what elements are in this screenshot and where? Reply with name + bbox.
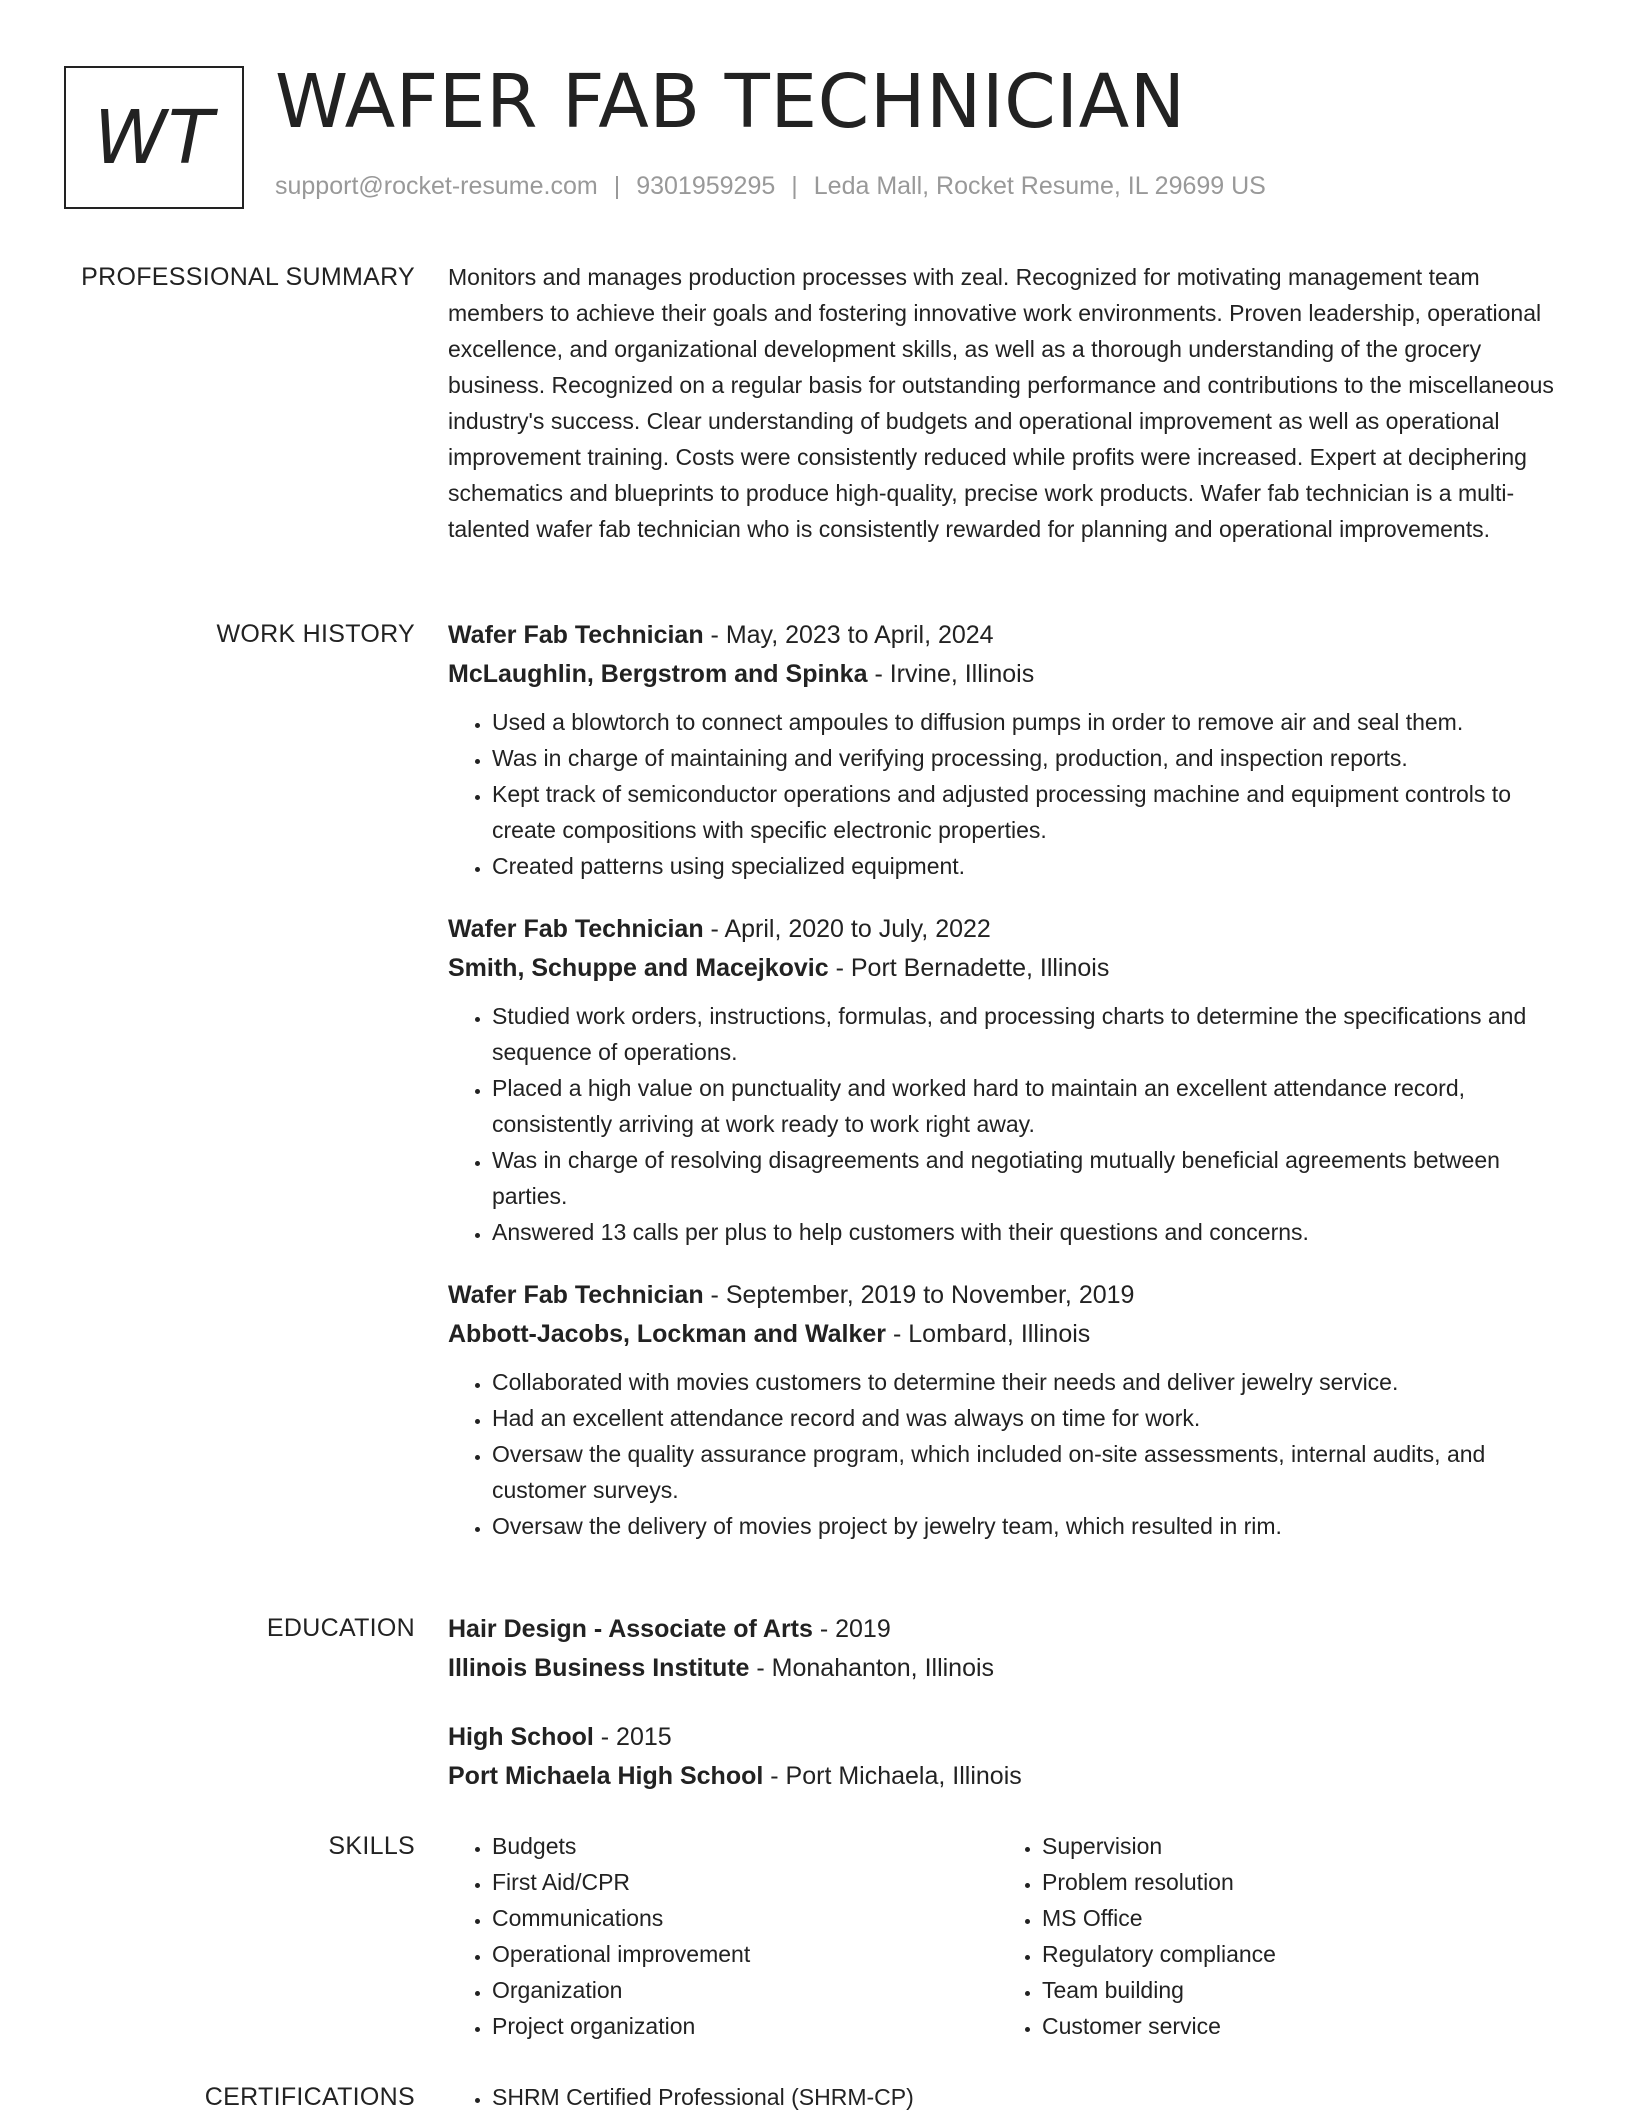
degree-line (448, 1718, 1568, 1757)
school-line (448, 1649, 1568, 1688)
skill-item: • Customer service (1042, 2008, 1548, 2044)
skills-list-left (448, 1828, 998, 2044)
job-location: - Irvine, Illinois (867, 660, 1035, 688)
skill-item: • MS Office (1042, 1900, 1548, 1936)
job-bullet: • Was in charge of maintaining and verifying processing, production, and inspection reports. (492, 740, 1568, 776)
contact-phone[interactable]: 9301959295 (636, 172, 776, 200)
job-bullet: • Answered 13 calls per plus to help customers with their questions and concerns. (492, 1214, 1568, 1250)
skill-item: • First Aid/CPR (492, 1864, 998, 1900)
job-bullet: • Oversaw the quality assurance program, which included on-site assessments, internal audits, and customer surveys. (492, 1436, 1568, 1508)
skill-item: • Communications (492, 1900, 998, 1936)
job-entry (448, 1276, 1568, 1544)
certification-item: • SHRM Certified Professional (SHRM-CP) (492, 2079, 1568, 2115)
job-location: - Lombard, Illinois (886, 1320, 1091, 1348)
section-heading-education: EDUCATION (266, 1614, 415, 1642)
contact-separator: | (613, 172, 621, 200)
skill-item: • Team building (1042, 1972, 1548, 2008)
contact-address: Leda Mall, Rocket Resume, IL 29699 US (813, 172, 1266, 200)
section-heading-skills: SKILLS (328, 1832, 415, 1860)
job-title-line (448, 1276, 1568, 1315)
degree-year: - 2019 (812, 1615, 891, 1643)
resume-name: WAFER FAB TECHNICIAN (275, 59, 1186, 145)
job-dates: - April, 2020 to July, 2022 (703, 915, 991, 943)
job-bullet: • Was in charge of resolving disagreements and negotiating mutually beneficial agreements between parties. (492, 1142, 1568, 1214)
skills-list-right (998, 1828, 1548, 2044)
job-company: McLaughlin, Bergstrom and Spinka (448, 660, 868, 688)
degree-line (448, 1610, 1568, 1649)
skill-item: • Regulatory compliance (1042, 1936, 1548, 1972)
job-company: Abbott-Jacobs, Lockman and Walker (448, 1320, 887, 1348)
contact-email[interactable]: support@rocket-resume.com (275, 172, 598, 200)
education-entry (448, 1718, 1568, 1796)
section-heading-certifications: CERTIFICATIONS (204, 2083, 415, 2111)
job-bullets (448, 704, 1568, 884)
job-dates: - September, 2019 to November, 2019 (703, 1281, 1135, 1309)
job-title: Wafer Fab Technician (448, 1281, 704, 1309)
school: Illinois Business Institute (448, 1654, 750, 1682)
job-company-line (448, 949, 1568, 988)
section-heading-summary: PROFESSIONAL SUMMARY (81, 263, 415, 291)
job-bullets (448, 998, 1568, 1250)
degree: Hair Design - Associate of Arts (448, 1615, 813, 1643)
job-title-line (448, 616, 1568, 655)
skill-item: • Operational improvement (492, 1936, 998, 1972)
school-location: - Monahanton, Illinois (749, 1654, 995, 1682)
job-bullets (448, 1364, 1568, 1544)
school-location: - Port Michaela, Illinois (763, 1762, 1022, 1790)
initials-text: WT (93, 94, 215, 181)
degree: High School (448, 1723, 594, 1751)
school-line (448, 1757, 1568, 1796)
job-title: Wafer Fab Technician (448, 621, 704, 649)
contact-line (275, 172, 1266, 201)
job-company: Smith, Schuppe and Macejkovic (448, 954, 829, 982)
summary-text: Monitors and manages production processes with zeal. Recognized for motivating management team members to achieve their goals and fostering innovative work environments. Proven leadership, operational excellence, and organizational development skills, as well as a thorough understanding of the grocery business. Recognized on a regular basis for outstanding performance and contributions to the miscellaneous industry's success. Clear understanding of budgets and operational improvement as well as operational improvement training. Costs were consistently reduced while profits were increased. Expert at deciphering schematics and blueprints to produce high-quality, precise work products. Wafer fab technician is a multi-talented wafer fab technician who is consistently rewarded for planning and operational improvements. (448, 264, 1554, 542)
skills-columns (448, 1828, 1568, 2044)
section-heading-work: WORK HISTORY (216, 620, 415, 648)
skill-item: • Problem resolution (1042, 1864, 1548, 1900)
job-dates: - May, 2023 to April, 2024 (703, 621, 994, 649)
skill-item: • Budgets (492, 1828, 998, 1864)
contact-separator: | (791, 172, 798, 200)
job-bullet: • Oversaw the delivery of movies project by jewelry team, which resulted in rim. (492, 1508, 1568, 1544)
job-bullet: • Kept track of semiconductor operations and adjusted processing machine and equipment controls to create compositions with specific electronic properties. (492, 776, 1568, 848)
education-entry (448, 1610, 1568, 1688)
initials-monogram (64, 66, 244, 209)
job-location: - Port Bernadette, Illinois (828, 954, 1110, 982)
job-bullet: • Used a blowtorch to connect ampoules to diffusion pumps in order to remove air and seal them. (492, 704, 1568, 740)
job-title-line (448, 910, 1568, 949)
job-company-line (448, 1315, 1568, 1354)
school: Port Michaela High School (448, 1762, 764, 1790)
certifications-list (448, 2079, 1568, 2115)
skill-item: • Supervision (1042, 1828, 1548, 1864)
job-title: Wafer Fab Technician (448, 915, 704, 943)
job-bullet: • Had an excellent attendance record and was always on time for work. (492, 1400, 1568, 1436)
job-bullet: • Created patterns using specialized equipment. (492, 848, 1568, 884)
job-company-line (448, 655, 1568, 694)
skill-item: • Organization (492, 1972, 998, 2008)
job-entry (448, 616, 1568, 884)
job-bullet: • Collaborated with movies customers to determine their needs and deliver jewelry service. (492, 1364, 1568, 1400)
job-bullet: • Studied work orders, instructions, formulas, and processing charts to determine the specifications and sequence of operations. (492, 998, 1568, 1070)
job-entry (448, 910, 1568, 1250)
degree-year: - 2015 (593, 1723, 672, 1751)
skill-item: • Project organization (492, 2008, 998, 2044)
job-bullet: • Placed a high value on punctuality and worked hard to maintain an excellent attendance record, consistently arriving at work ready to work right away. (492, 1070, 1568, 1142)
